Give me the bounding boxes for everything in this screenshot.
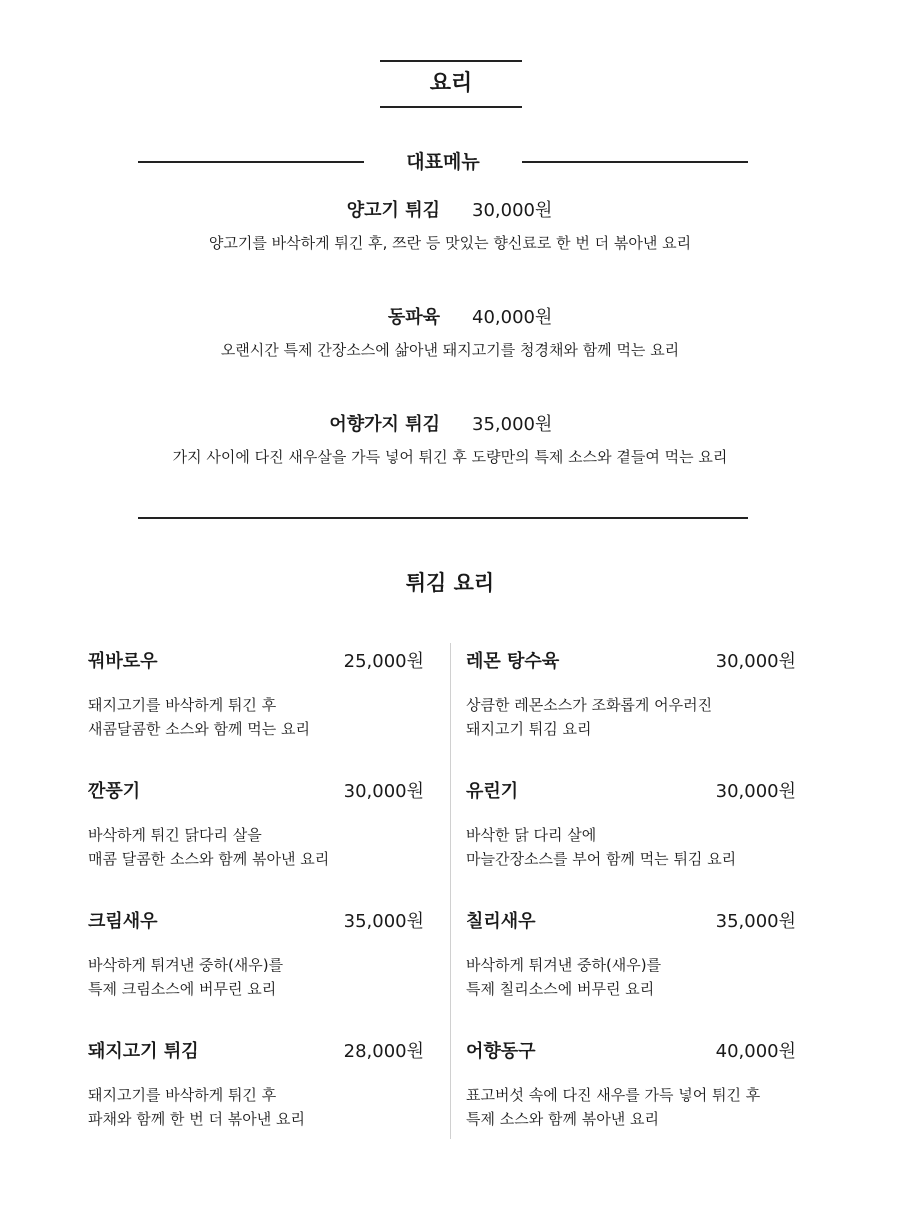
fried-menu-item — [466, 1037, 796, 1147]
fried-item-name: 깐풍기 — [88, 781, 141, 802]
fried-item-description: 바삭한 닭 다리 살에 마늘간장소스를 부어 함께 먹는 튀김 요리 — [466, 826, 737, 868]
signature-item-price: 35,000원 — [472, 414, 553, 435]
title-top-rule — [380, 60, 522, 62]
page-title: 요리 — [429, 71, 473, 96]
signature-item-name: 양고기 튀김 — [346, 200, 440, 221]
signature-item-price: 40,000원 — [472, 307, 553, 328]
fried-item-description: 상큼한 레몬소스가 조화롭게 어우러진 돼지고기 튀김 요리 — [466, 696, 713, 738]
fried-item-description: 돼지고기를 바삭하게 튀긴 후 새콤달콤한 소스와 함께 먹는 요리 — [88, 696, 310, 738]
fried-item-description: 바삭하게 튀겨낸 중하(새우)를 특제 크림소스에 버무린 요리 — [88, 956, 284, 998]
signature-section-header — [138, 146, 748, 178]
fried-item-name: 꿔바로우 — [88, 651, 158, 672]
fried-item-name: 돼지고기 튀김 — [88, 1041, 199, 1062]
signature-header-left-rule — [138, 161, 364, 163]
fried-item-price: 30,000원 — [715, 651, 796, 672]
signature-item-name: 동파육 — [387, 307, 440, 328]
signature-item-description: 오랜시간 특제 간장소스에 삶아낸 돼지고기를 청경채와 함께 먹는 요리 — [220, 341, 680, 359]
fried-item-price: 35,000원 — [343, 911, 424, 932]
fried-item-name: 크림새우 — [88, 911, 158, 932]
signature-item-description: 가지 사이에 다진 새우살을 가득 넣어 튀긴 후 도량만의 특제 소스와 곁들여 먹는 요리 — [172, 448, 728, 466]
fried-menu-item — [88, 777, 424, 887]
fried-item-price: 30,000원 — [343, 781, 424, 802]
fried-item-name: 칠리새우 — [466, 911, 536, 932]
fried-item-price: 25,000원 — [343, 651, 424, 672]
fried-menu-item — [466, 647, 796, 757]
fried-item-name: 유린기 — [466, 781, 519, 802]
fried-item-description: 바삭하게 튀겨낸 중하(새우)를 특제 칠리소스에 버무린 요리 — [466, 956, 662, 998]
fried-menu-item — [466, 777, 796, 887]
fried-section-header: 튀김 요리 — [405, 571, 495, 595]
fried-menu-item — [466, 907, 796, 1017]
signature-item-price: 30,000원 — [472, 200, 553, 221]
fried-item-price: 35,000원 — [715, 911, 796, 932]
fried-item-price: 28,000원 — [343, 1041, 424, 1062]
column-divider — [450, 643, 451, 1139]
page-title-block — [380, 60, 522, 108]
fried-menu-item — [88, 1037, 424, 1147]
fried-menu-item — [88, 907, 424, 1017]
fried-item-name: 레몬 탕수육 — [466, 651, 560, 672]
signature-section-bottom-rule — [138, 517, 748, 519]
fried-item-name: 어향동구 — [466, 1041, 536, 1062]
fried-item-description: 표고버섯 속에 다진 새우를 가득 넣어 튀긴 후 특제 소스와 함께 볶아낸 요리 — [466, 1086, 761, 1128]
title-bottom-rule — [380, 106, 522, 108]
fried-item-price: 30,000원 — [715, 781, 796, 802]
fried-item-description: 바삭하게 튀긴 닭다리 살을 매콤 달콤한 소스와 함께 볶아낸 요리 — [88, 826, 330, 868]
signature-item-description: 양고기를 바삭하게 튀긴 후, 쯔란 등 맛있는 향신료로 한 번 더 볶아낸 요리 — [208, 234, 692, 252]
fried-menu-item — [88, 647, 424, 757]
signature-header-label: 대표메뉴 — [406, 151, 480, 173]
signature-header-right-rule — [522, 161, 748, 163]
fried-item-description: 돼지고기를 바삭하게 튀긴 후 파채와 함께 한 번 더 볶아낸 요리 — [88, 1086, 305, 1128]
signature-item-name: 어향가지 튀김 — [329, 414, 440, 435]
fried-item-price: 40,000원 — [715, 1041, 796, 1062]
